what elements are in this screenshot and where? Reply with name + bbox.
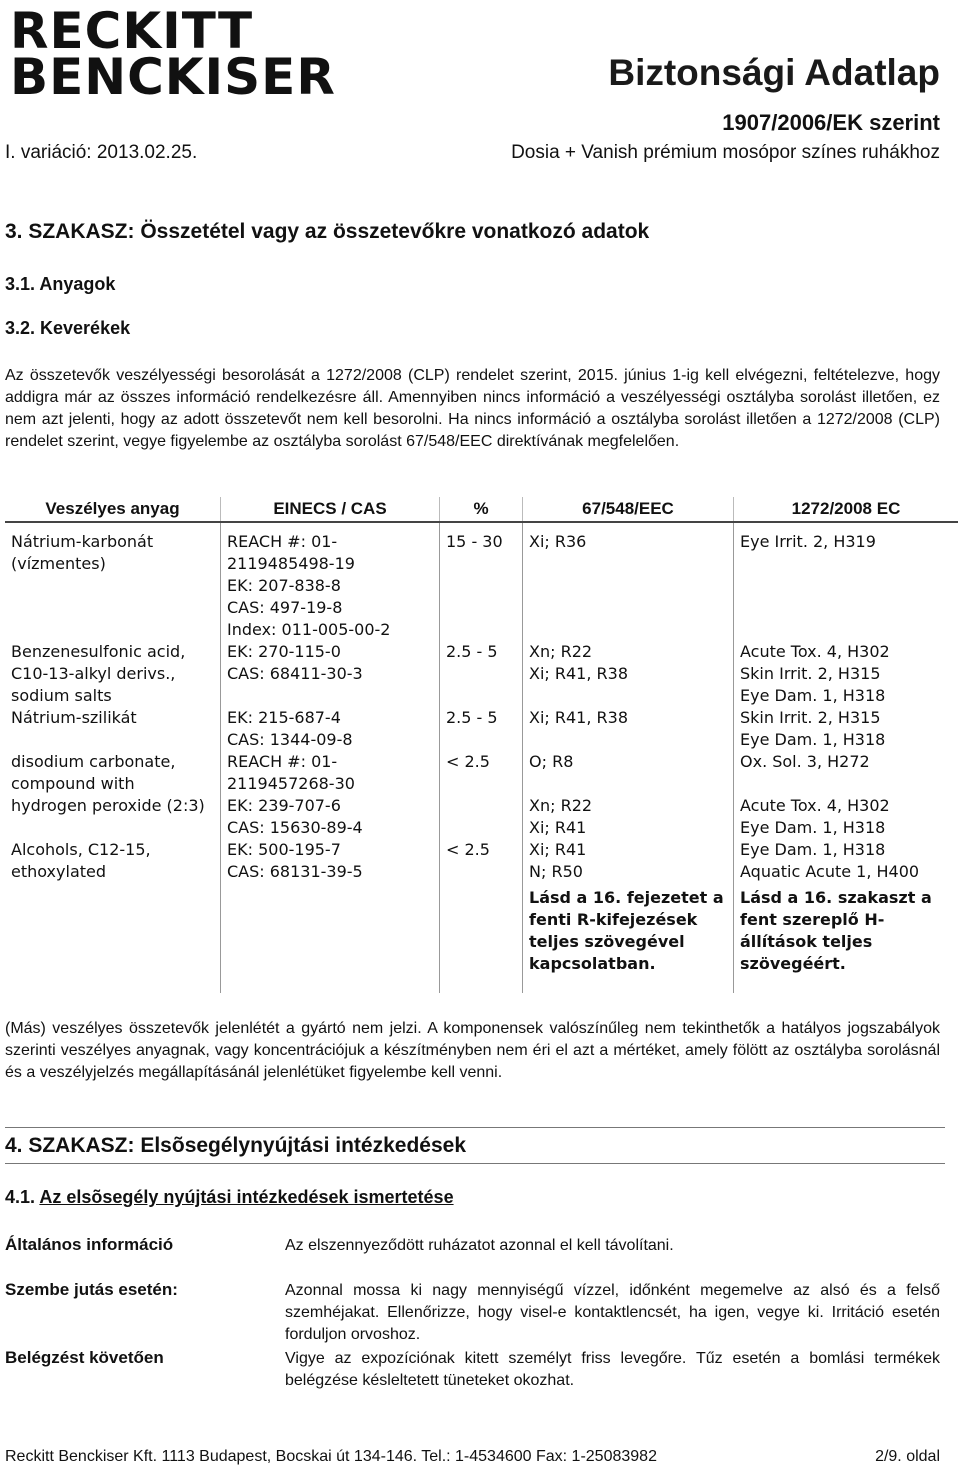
substance-5: Alcohols, C12-15, ethoxylated — [11, 840, 151, 881]
id-4: REACH #: 01- 2119457268-30 EK: 239-707-6 CAS: 15630-89-4 — [227, 752, 363, 837]
section-4-top-rule — [5, 1127, 945, 1128]
eec-1: Xi; R36 — [529, 532, 587, 551]
subsection-3-2: 3.2. Keverékek — [5, 318, 131, 338]
col-header-clp: 1272/2008 EC — [734, 497, 959, 522]
clp-4: Acute Tox. 4, H302 Eye Dam. 1, H318 — [740, 796, 890, 837]
substance-4: disodium carbonate, compound with hydrogen peroxide (2:3) — [11, 752, 205, 815]
document-title: Biztonsági Adatlap — [608, 52, 940, 93]
first-aid-text-eye: Azonnal mossa ki nagy mennyiségű vízzel, időnként megemelve az alsó és a felső szemhéjakat. Ellenőrizze, hogy visel-e kontaktlencsét, ha igen, vegye ki. Irritáció esetén forduljon orvoshoz. — [285, 1282, 940, 1343]
col-header-substance: Veszélyes anyag — [5, 497, 221, 522]
first-aid-label-general: Általános információ — [5, 1235, 174, 1254]
table-header-row — [5, 497, 958, 522]
classification-intro: Az összetevők veszélyességi besorolását a 1272/2008 (CLP) rendelet szerint, 2015. június 1-ig kell elvégezni, feltételezve, hogy addigra már az összes információ rendelkezésre áll. Amennyiben nincs információ a veszélyességi osztályba sorolást illetően, ez nem azt jelenti, hogy az adott összetevőt nem kell besorolni. Ha nincs információ a osztályba sorolást illetően a 1272/2008 (CLP) rendelet szerint, vegye figyelembe az osztályba sorolást 67/548/EEC direktívának megfelelően. — [5, 367, 940, 450]
eec-2: Xn; R22 Xi; R41, R38 — [529, 642, 629, 683]
col-header-eec: 67/548/EEC — [523, 497, 734, 522]
percent-3: 2.5 - 5 — [446, 708, 498, 727]
percent-cell — [440, 522, 523, 993]
col-header-einecs-cas: EINECS / CAS — [221, 497, 440, 522]
percent-1: 15 - 30 — [446, 532, 503, 551]
subsection-4-1-title: Az elsõsegély nyújtási intézkedések ismertetése — [39, 1187, 454, 1207]
clp-1: Eye Irrit. 2, H319 — [740, 532, 876, 551]
percent-4: < 2.5 — [446, 752, 490, 771]
id-3: EK: 215-687-4 CAS: 1344-09-8 — [227, 708, 353, 749]
substance-3: Nátrium-szilikát — [11, 708, 137, 727]
substance-2: Benzenesulfonic acid, C10-13-alkyl derivs., sodium salts — [11, 642, 186, 705]
id-2: EK: 270-115-0 CAS: 68411-30-3 — [227, 642, 363, 683]
substance-1: Nátrium-karbonát (vízmentes) — [11, 532, 154, 573]
first-aid-label-eye: Szembe jutás esetén: — [5, 1280, 178, 1299]
logo-line-1: RECKITT — [10, 2, 254, 60]
first-aid-label-inhalation: Belégzést követően — [5, 1348, 164, 1367]
version-date: I. variáció: 2013.02.25. — [5, 142, 198, 163]
product-name: Dosia + Vanish prémium mosópor színes ruhákhoz — [511, 142, 940, 163]
footer-page-number: 2/9. oldal — [875, 1448, 940, 1465]
substance-cell — [5, 522, 221, 993]
id-cell — [221, 522, 440, 993]
regulation-reference: 1907/2006/EK szerint — [722, 110, 940, 135]
composition-table — [5, 497, 958, 993]
id-5: EK: 500-195-7 CAS: 68131-39-5 — [227, 840, 363, 881]
percent-5: < 2.5 — [446, 840, 490, 859]
subsection-4-1 — [5, 1187, 454, 1208]
eec-3: Xi; R41, R38 — [529, 708, 629, 727]
subsection-3-1: 3.1. Anyagok — [5, 274, 116, 294]
table-row — [5, 522, 958, 993]
eec-cell — [523, 522, 734, 993]
clp-cell — [734, 522, 959, 993]
first-aid-text-inhalation: Vigye az expozíciónak kitett személyt friss levegőre. Tűz esetén a bomlási termékek belégzése késleltetett tüneteket okozhat. — [285, 1350, 940, 1389]
logo-line-2: BENCKISER — [10, 48, 336, 106]
page-footer — [5, 1448, 940, 1466]
clp-5: Eye Dam. 1, H318 Aquatic Acute 1, H400 — [740, 840, 920, 881]
section-3-title: 3. SZAKASZ: Összetétel vagy az összetevőkre vonatkozó adatok — [5, 220, 650, 243]
id-1: REACH #: 01- 2119485498-19 EK: 207-838-8 CAS: 497-19-8 Index: 011-005-00-2 — [227, 532, 391, 639]
footer-company-info: Reckitt Benckiser Kft. 1113 Budapest, Bocskai út 134-146. Tel.: 1-4534600 Fax: 1-25083982 — [5, 1448, 657, 1465]
percent-2: 2.5 - 5 — [446, 642, 498, 661]
eec-4: O; R8 Xn; R22 Xi; R41 — [529, 752, 593, 837]
first-aid-text-general: Az elszennyeződött ruházatot azonnal el kell távolítani. — [285, 1237, 674, 1254]
clp-note: Lásd a 16. szakaszt a fent szereplő H- állítások teljes szövegéért. — [740, 888, 932, 973]
clp-2: Acute Tox. 4, H302 Skin Irrit. 2, H315 Eye Dam. 1, H318 — [740, 642, 890, 705]
clp-3: Skin Irrit. 2, H315 Eye Dam. 1, H318 Ox. Sol. 3, H272 — [740, 708, 886, 771]
section-4-bottom-rule — [5, 1163, 945, 1164]
eec-5: Xi; R41 N; R50 — [529, 840, 587, 881]
subsection-4-1-number: 4.1. — [5, 1187, 36, 1207]
eec-note: Lásd a 16. fejezetet a fenti R-kifejezések teljes szövegével kapcsolatban. — [529, 888, 724, 973]
section-4-title: 4. SZAKASZ: Elsõsegélynyújtási intézkedések — [5, 1134, 466, 1157]
col-header-percent: % — [440, 497, 523, 522]
company-logo — [10, 2, 336, 106]
other-components-note: (Más) veszélyes összetevők jelenlétét a gyártó nem jelzi. A komponensek valószínűleg nem tekinthetők a hatályos jogszabályok szerinti veszélyes anyagnak, vagy koncentrációjuk a készítményben nem éri el azt a mértéket, amely fölött az osztályba sorolásnál és a veszélyjelzés megállapításánál jelenlétüket figyelembe kell venni. — [5, 1020, 940, 1081]
